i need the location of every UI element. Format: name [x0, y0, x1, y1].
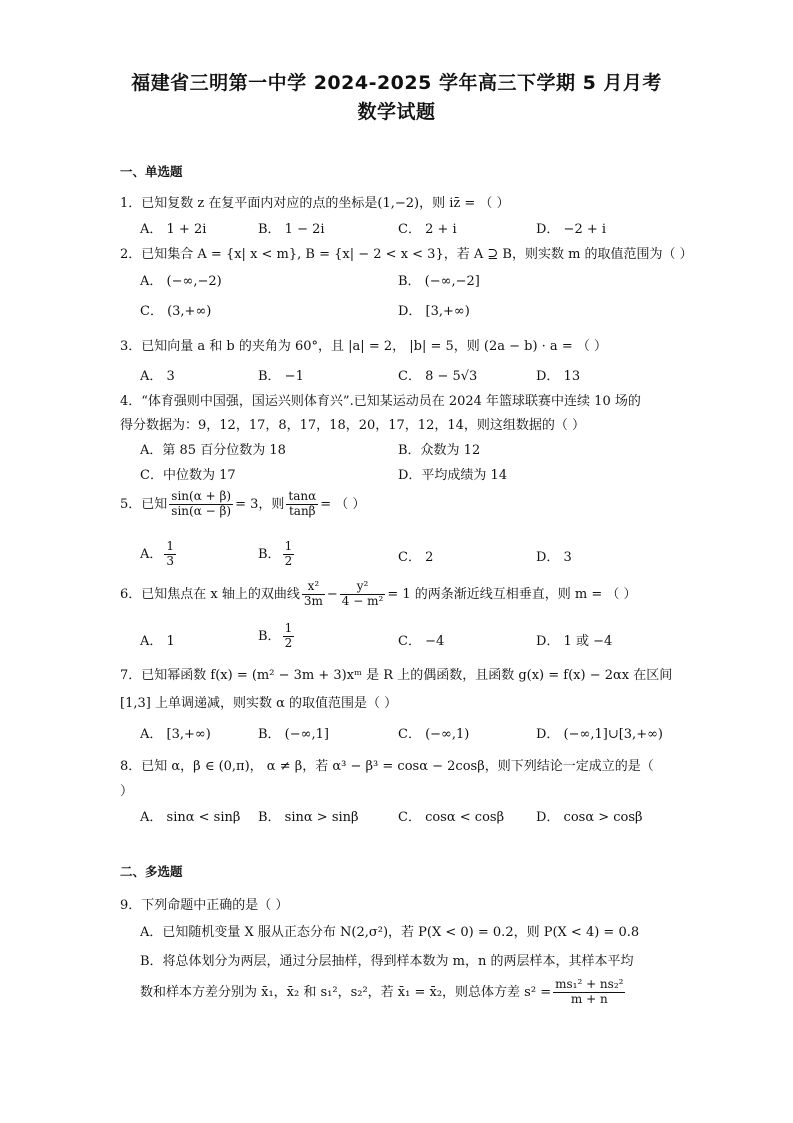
question-6-suffix: = 1 的两条渐近线互相垂直，则 m = （ ）: [387, 586, 637, 602]
question-2-option-a: A． (−∞,−2): [140, 274, 222, 289]
question-7-option-d: D． (−∞,1]∪[3,+∞): [536, 727, 663, 742]
question-5-option-a-denominator: 3: [166, 553, 175, 568]
question-4-option-c: C．中位数为 17: [140, 468, 236, 483]
question-7-stem-line2: [1,3] 上单调递减，则实数 α 的取值范围是（ ）: [120, 696, 398, 711]
question-4-stem-line1: 4．“体育强则中国强，国运兴则体育兴”.已知某运动员在 2024 年篮球联赛中连续 10 场的: [120, 394, 641, 409]
question-8-option-c: C． cosα < cosβ: [398, 810, 505, 825]
question-3-option-d: D． 13: [536, 369, 581, 384]
question-3-option-a: A． 3: [140, 369, 175, 384]
question-3-option-b: B． −1: [258, 369, 304, 384]
question-6-stem: [120, 580, 637, 609]
question-7-option-a: A． [3,+∞): [140, 727, 211, 742]
section-multiple-choice: 二、多选题: [120, 864, 183, 879]
question-4-option-b: B．众数为 12: [398, 443, 481, 458]
question-5-fraction-1-denominator: sin(α − β): [171, 503, 232, 518]
question-5-option-b-denominator: 2: [284, 553, 293, 568]
question-6-minus: −: [326, 586, 338, 602]
question-6-option-b-numerator: 1: [284, 621, 293, 635]
question-2-option-d: D． [3,+∞): [398, 304, 470, 319]
question-9-stem: 9．下列命题中正确的是（ ）: [120, 898, 289, 913]
question-8-stem-line1: 8．已知 α，β ∈ (0,π)， α ≠ β，若 α³ − β³ = cosα − 2cosβ，则下列结论一定成立的是（: [120, 759, 654, 774]
question-5-option-a-label: A．: [140, 546, 163, 562]
question-5-prefix: 5．已知: [120, 496, 168, 512]
question-4-stem-line2: 得分数据为：9，12，17，8，17，18，20，17，12，14，则这组数据的（ ）: [120, 418, 586, 433]
question-8-option-b: B． sinα > sinβ: [258, 810, 359, 825]
question-6-option-b-fraction: [283, 622, 295, 651]
question-6-option-b: [258, 622, 296, 651]
question-9-option-b-line2: [140, 978, 627, 1007]
question-6-fraction-1: [302, 580, 325, 609]
question-1-option-c: C． 2 + i: [398, 222, 457, 237]
question-5-fraction-2: [286, 490, 318, 519]
question-5-option-b: [258, 540, 296, 569]
question-9-option-a: A．已知随机变量 X 服从正态分布 N(2,σ²)，若 P(X < 0) = 0.2，则 P(X < 4) = 0.8: [140, 925, 640, 940]
question-9-option-b-fraction: [553, 978, 625, 1007]
question-4-option-d: D．平均成绩为 14: [398, 468, 508, 483]
question-5-option-b-fraction: [283, 540, 295, 569]
question-5-option-a-numerator: 1: [166, 539, 175, 553]
question-6-fraction-2: [340, 580, 386, 609]
question-1-option-d: D． −2 + i: [536, 222, 607, 237]
question-5-fraction-2-denominator: tanβ: [288, 503, 316, 518]
question-8-option-a: A． sinα < sinβ: [140, 810, 241, 825]
question-5-option-b-label: B．: [258, 546, 281, 562]
question-5-stem: [120, 490, 365, 519]
question-9-option-b-denominator: m + n: [570, 991, 608, 1006]
question-1-option-b: B． 1 − 2i: [258, 222, 325, 237]
question-5-fraction-1: [169, 490, 233, 519]
section-single-choice: 一、单选题: [120, 164, 183, 179]
question-6-option-b-denominator: 2: [284, 635, 293, 650]
question-6-prefix: 6．已知焦点在 x 轴上的双曲线: [120, 586, 300, 602]
question-9-option-b-line1: B．将总体划分为两层，通过分层抽样，得到样本数为 m，n 的两层样本，其样本平均: [140, 954, 634, 969]
question-5-option-b-numerator: 1: [284, 539, 293, 553]
question-8-stem-line2: ）: [120, 784, 134, 799]
question-6-fraction-1-denominator: 3m: [303, 593, 323, 608]
question-6-fraction-2-denominator: 4 − m²: [341, 593, 384, 608]
question-6-fraction-2-numerator: y²: [340, 580, 386, 595]
question-5-option-c: C． 2: [398, 550, 434, 565]
question-1-option-a: A． 1 + 2i: [140, 222, 207, 237]
question-6-option-c: C． −4: [398, 634, 445, 649]
question-5-option-a-fraction: [164, 540, 176, 569]
question-4-option-a: A．第 85 百分位数为 18: [140, 443, 286, 458]
question-8-option-d: D． cosα > cosβ: [536, 810, 643, 825]
question-5-option-a: [140, 540, 178, 569]
question-5-suffix: = （ ）: [320, 496, 366, 512]
question-6-option-a: A． 1: [140, 634, 175, 649]
exam-subtitle: 数学试题: [357, 101, 436, 123]
question-9-option-b-text: 数和样本方差分别为 x̄₁，x̄₂ 和 s₁²，s₂²，若 x̄₁ = x̄₂，则总体方差 s² =: [140, 984, 552, 1000]
question-7-stem-line1: 7．已知幂函数 f(x) = (m² − 3m + 3)xᵐ 是 R 上的偶函数，且函数 g(x) = f(x) − 2αx 在区间: [120, 668, 673, 683]
question-6-fraction-1-numerator: x²: [302, 580, 325, 595]
question-5-fraction-1-numerator: sin(α + β): [171, 489, 232, 503]
question-2-option-c: C． (3,+∞): [140, 304, 212, 319]
question-6-option-d: D． 1 或 −4: [536, 634, 613, 649]
question-9-option-b-numerator: ms₁² + ns₂²: [555, 977, 624, 991]
question-5-middle: = 3，则: [235, 496, 285, 512]
question-6-option-b-label: B．: [258, 628, 281, 644]
question-3-stem: 3．已知向量 a 和 b 的夹角为 60°，且 |a| = 2， |b| = 5，则 (2a − b) · a = （ ）: [120, 339, 607, 354]
question-3-option-c: C． 8 − 5√3: [398, 369, 478, 384]
question-2-option-b: B． (−∞,−2]: [398, 274, 480, 289]
question-7-option-c: C． (−∞,1): [398, 727, 470, 742]
question-2-stem: 2．已知集合 A = {x| x < m}, B = {x| − 2 < x < 3}，若 A ⊇ B，则实数 m 的取值范围为（ ）: [120, 247, 693, 262]
question-5-fraction-2-numerator: tanα: [288, 489, 317, 503]
question-1-stem: 1．已知复数 z 在复平面内对应的点的坐标是(1,−2)，则 iz̄ = （ ）: [120, 196, 510, 211]
question-5-option-d: D． 3: [536, 550, 572, 565]
exam-title: 福建省三明第一中学 2024-2025 学年高三下学期 5 月月考: [131, 72, 662, 94]
question-7-option-b: B． (−∞,1]: [258, 727, 329, 742]
